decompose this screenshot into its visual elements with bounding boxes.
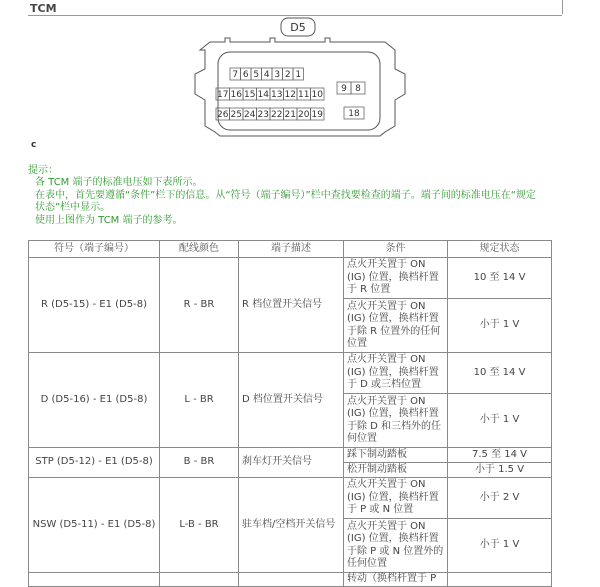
margin-line <box>562 0 563 14</box>
pin-number: 20 <box>298 110 310 120</box>
col-condition: 条件 <box>344 241 448 258</box>
condition-cell: 点火开关置于 ON (IG) 位置，换档杆置于除 P 或 N 位置外的任何位置 <box>344 519 448 573</box>
condition-cell: 点火开关置于 ON (IG) 位置，换档杆置于除 D 和三档外的任何位置 <box>344 394 448 448</box>
pin-number: 1 <box>295 70 302 80</box>
pin-number: 7 <box>232 70 239 80</box>
spec-cell: 小于 1 V <box>448 519 552 573</box>
col-wire-color: 配线颜色 <box>160 241 239 258</box>
spec-cell: 小于 2 V <box>448 478 552 519</box>
pin-number: 23 <box>257 110 269 120</box>
col-symbol: 符号（端子编号） <box>29 241 160 258</box>
pin-number: 18 <box>348 109 360 119</box>
table-row <box>29 258 552 299</box>
pin-number: 11 <box>298 90 310 100</box>
spec-cell: 小于 1 V <box>448 299 552 353</box>
condition-cell: 转动（换档杆置于 P <box>344 573 448 587</box>
pin-number: 17 <box>217 90 229 100</box>
condition-cell: 点火开关置于 ON (IG) 位置，换档杆置于 P 或 N 位置 <box>344 478 448 519</box>
hint-line: 在表中，首先要遵循“条件”栏下的信息。从“符号（端子编号）”栏中查找要检查的端子。端子间的标准电压在“规定 <box>35 189 536 201</box>
pin-number: 5 <box>253 70 260 80</box>
pin-number: 19 <box>311 110 323 120</box>
symbol-cell: D (D5-16) - E1 (D5-8) <box>29 353 160 448</box>
pin-number: 6 <box>242 70 249 80</box>
spec-cell: 10 至 14 V <box>448 353 552 394</box>
figure-caption: c <box>31 140 37 150</box>
col-spec: 规定状态 <box>448 241 552 258</box>
pin-number: 26 <box>217 110 229 120</box>
table-row <box>29 573 552 587</box>
hint-heading: 提示： <box>28 165 58 176</box>
pin-number: 21 <box>284 110 296 120</box>
terminal-voltage-table <box>28 240 552 587</box>
hint-notes <box>28 165 568 227</box>
pin-number: 10 <box>311 90 323 100</box>
desc-cell: 驻车档/空档开关信号 <box>239 478 344 573</box>
symbol-cell: R (D5-15) - E1 (D5-8) <box>29 258 160 353</box>
pin-number: 3 <box>274 70 281 80</box>
pin-number: 25 <box>230 110 242 120</box>
hint-line: 各 TCM 端子的标准电压如下表所示。 <box>35 177 203 189</box>
connector-diagram <box>180 14 420 146</box>
pin-number: 16 <box>230 90 242 100</box>
desc-cell: D 档位置开关信号 <box>239 353 344 448</box>
pin-number: 8 <box>355 84 361 94</box>
condition-cell: 松开制动踏板 <box>344 463 448 478</box>
pin-number: 9 <box>341 84 347 94</box>
wire-cell: B - BR <box>160 448 239 478</box>
hint-line: 状态”栏中显示。 <box>35 202 111 214</box>
table-row <box>29 448 552 463</box>
pin-number: 22 <box>271 110 283 120</box>
pin-number: 24 <box>244 110 256 120</box>
spec-cell: 7.5 至 14 V <box>448 448 552 463</box>
col-description: 端子描述 <box>239 241 344 258</box>
spec-cell: 小于 1 V <box>448 394 552 448</box>
symbol-cell: NSW (D5-11) - E1 (D5-8) <box>29 478 160 573</box>
condition-cell: 踩下制动踏板 <box>344 448 448 463</box>
pin-number: 4 <box>263 70 270 80</box>
section-title: TCM <box>30 2 57 15</box>
spec-cell: 10 至 14 V <box>448 258 552 299</box>
connector-label: D5 <box>290 21 306 34</box>
wire-cell: L-B - BR <box>160 478 239 573</box>
desc-cell: 刹车灯开关信号 <box>239 448 344 478</box>
condition-cell: 点火开关置于 ON (IG) 位置，换档杆置于 D 或三档位置 <box>344 353 448 394</box>
symbol-cell: STP (D5-12) - E1 (D5-8) <box>29 448 160 478</box>
table-header-row <box>29 241 552 258</box>
pin-number: 14 <box>257 90 269 100</box>
table-row <box>29 478 552 519</box>
desc-cell: R 档位置开关信号 <box>239 258 344 353</box>
table-row <box>29 353 552 394</box>
wire-cell: L - BR <box>160 353 239 448</box>
condition-cell: 点火开关置于 ON (IG) 位置，换档杆置于除 R 位置外的任何位置 <box>344 299 448 353</box>
pin-number: 13 <box>271 90 283 100</box>
pin-number: 2 <box>284 70 291 80</box>
wire-cell: R - BR <box>160 258 239 353</box>
hint-line: 使用上图作为 TCM 端子的参考。 <box>35 214 183 226</box>
spec-cell: 小于 1.5 V <box>448 463 552 478</box>
pin-number: 15 <box>244 90 256 100</box>
pin-number: 12 <box>284 90 296 100</box>
condition-cell: 点火开关置于 ON (IG) 位置，换档杆置于 R 位置 <box>344 258 448 299</box>
